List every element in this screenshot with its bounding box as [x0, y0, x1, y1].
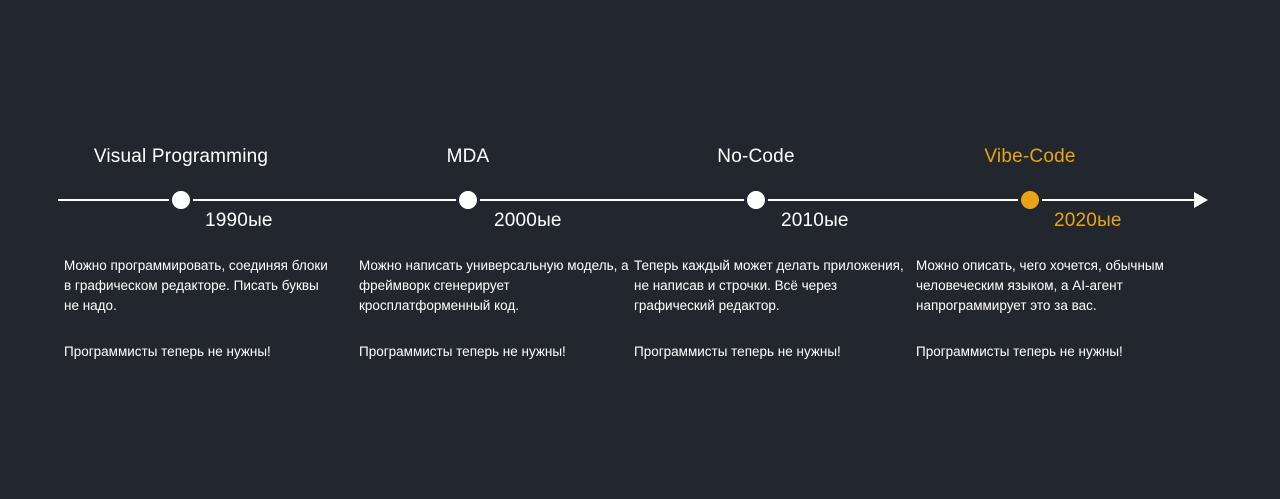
era-year-4: 2020ые — [1054, 210, 1122, 231]
era-body-3: Теперь каждый может делать приложения, не написав и строчки. Всё через графический редактор. — [634, 258, 904, 313]
timeline-node-3 — [744, 188, 768, 212]
era-tagline-3: Программисты теперь не нужны! — [634, 344, 841, 359]
era-body-1: Можно программировать, соединяя блоки в графическом редакторе. Писать буквы не надо. — [64, 258, 328, 313]
era-column-4 — [916, 256, 1206, 362]
era-tagline-1: Программисты теперь не нужны! — [64, 344, 271, 359]
era-year-1: 1990ые — [205, 210, 273, 231]
era-year-3: 2010ые — [781, 210, 849, 231]
timeline-node-2 — [456, 188, 480, 212]
era-title-4: Vibe-Code — [984, 146, 1076, 167]
era-title-3: No-Code — [717, 146, 795, 167]
era-column-1 — [64, 256, 336, 362]
era-title-2: MDA — [446, 146, 490, 167]
era-body-4: Можно описать, чего хочется, обычным человеческим языком, а AI-агент напрограммирует это за вас. — [916, 258, 1164, 313]
era-body-2: Можно написать универсальную модель, а фреймворк сгенерирует кросплатформенный код. — [359, 258, 629, 313]
era-tagline-4: Программисты теперь не нужны! — [916, 344, 1123, 359]
era-column-3 — [634, 256, 906, 362]
era-title-1: Visual Programming — [93, 146, 269, 167]
era-tagline-2: Программисты теперь не нужны! — [359, 344, 566, 359]
timeline-node-1 — [169, 188, 193, 212]
timeline-arrow-icon — [1194, 192, 1208, 208]
era-column-2 — [359, 256, 631, 362]
timeline-node-4 — [1018, 188, 1042, 212]
era-year-2: 2000ые — [494, 210, 562, 231]
